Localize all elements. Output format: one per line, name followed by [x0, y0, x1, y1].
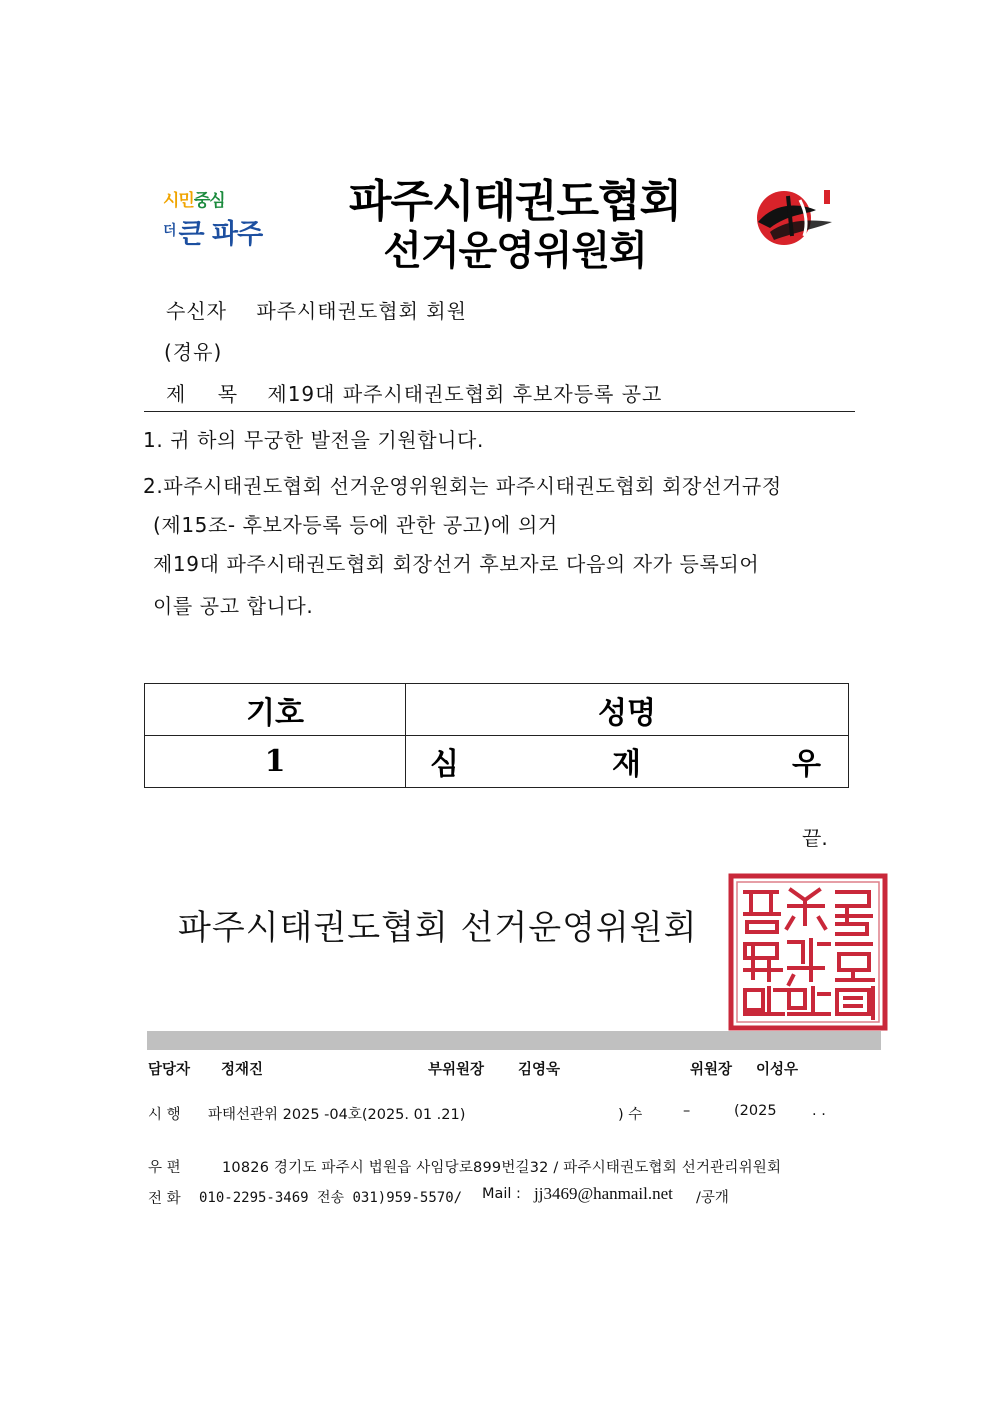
candidate-name-char-1: 심: [430, 746, 459, 782]
header-name: 성명: [406, 684, 849, 736]
header-divider: [144, 411, 855, 412]
candidate-name-char-3: 우: [792, 746, 821, 782]
staff-label: 담당자: [148, 1062, 191, 1078]
body-line-2a: 2.파주시태권도협회 선거운영위원회는 파주시태권도협회 회장선거규정: [143, 474, 782, 498]
phone-label: 전 화: [148, 1191, 181, 1207]
phone-value: 010-2295-3469 전송 031)959-5570/: [199, 1190, 463, 1206]
taekwondo-brush-logo-icon: [748, 184, 838, 250]
receive-label: ) 수: [618, 1107, 643, 1123]
header-number: 기호: [145, 684, 406, 736]
receive-dots: . .: [812, 1103, 826, 1119]
body-line-2d: 이를 공고 합니다.: [153, 594, 314, 618]
logo-text-center: 중심: [193, 191, 225, 211]
table-row: [145, 736, 849, 788]
recipient-value: 파주시태권도협회 회원: [256, 299, 467, 323]
footer-divider-bar: [147, 1031, 881, 1050]
recipient-line: [166, 295, 467, 324]
end-mark: 끝.: [802, 826, 828, 850]
staff-name: 정재진: [221, 1062, 264, 1078]
table-header-row: [145, 684, 849, 736]
mail-value: jj3469@hanmail.net: [534, 1184, 673, 1203]
candidate-number: 1: [145, 736, 406, 788]
logo-text-citizen: 시민: [163, 191, 194, 211]
public-label: /공개: [696, 1190, 729, 1206]
body-line-2b: (제15조- 후보자등록 등에 관한 공고)에 의거: [153, 513, 558, 537]
recipient-label: 수신자: [166, 299, 227, 323]
signature-text: 파주시태권도협회 선거운영위원회: [178, 908, 698, 948]
logo-text-paju: 큰 파주: [178, 219, 263, 250]
chair-label: 위원장: [690, 1062, 733, 1078]
official-seal-icon: [727, 872, 889, 1032]
enforce-value: 파태선관위 2025 -04호(2025. 01 .21): [208, 1107, 466, 1123]
subject-label-a: 제: [166, 382, 187, 406]
receive-date: (2025: [734, 1103, 777, 1119]
chair-name: 이성우: [756, 1062, 799, 1078]
logo-text-more: 더: [163, 223, 177, 239]
subject-line: [166, 378, 662, 407]
document-title-line1: 파주시태권도협회: [348, 176, 682, 227]
subject-value: 제19대 파주시태권도협회 후보자등록 공고: [267, 382, 663, 406]
candidate-table: [144, 683, 849, 788]
post-label: 우 편: [148, 1160, 181, 1176]
body-line-1: 1. 귀 하의 무궁한 발전을 기원합니다.: [143, 428, 484, 452]
subject-label-b: 목: [217, 382, 239, 406]
via-label: (경유): [164, 340, 223, 364]
mail-label: Mail :: [482, 1186, 521, 1202]
vice-chair-label: 부위원장: [428, 1062, 485, 1078]
receive-dash: –: [683, 1103, 691, 1119]
body-line-2c: 제19대 파주시태권도협회 회장선거 후보자로 다음의 자가 등록되어: [153, 552, 760, 576]
candidate-name-char-2: 재: [612, 746, 641, 782]
enforce-label: 시 행: [148, 1107, 181, 1123]
candidate-name: [406, 736, 849, 788]
post-value: 10826 경기도 파주시 법원읍 사임당로899번길32 / 파주시태권도협회 선거관리위원회: [222, 1160, 782, 1176]
vice-chair-name: 김영욱: [518, 1062, 561, 1078]
document-title-line2: 선거운영위원회: [383, 228, 647, 274]
